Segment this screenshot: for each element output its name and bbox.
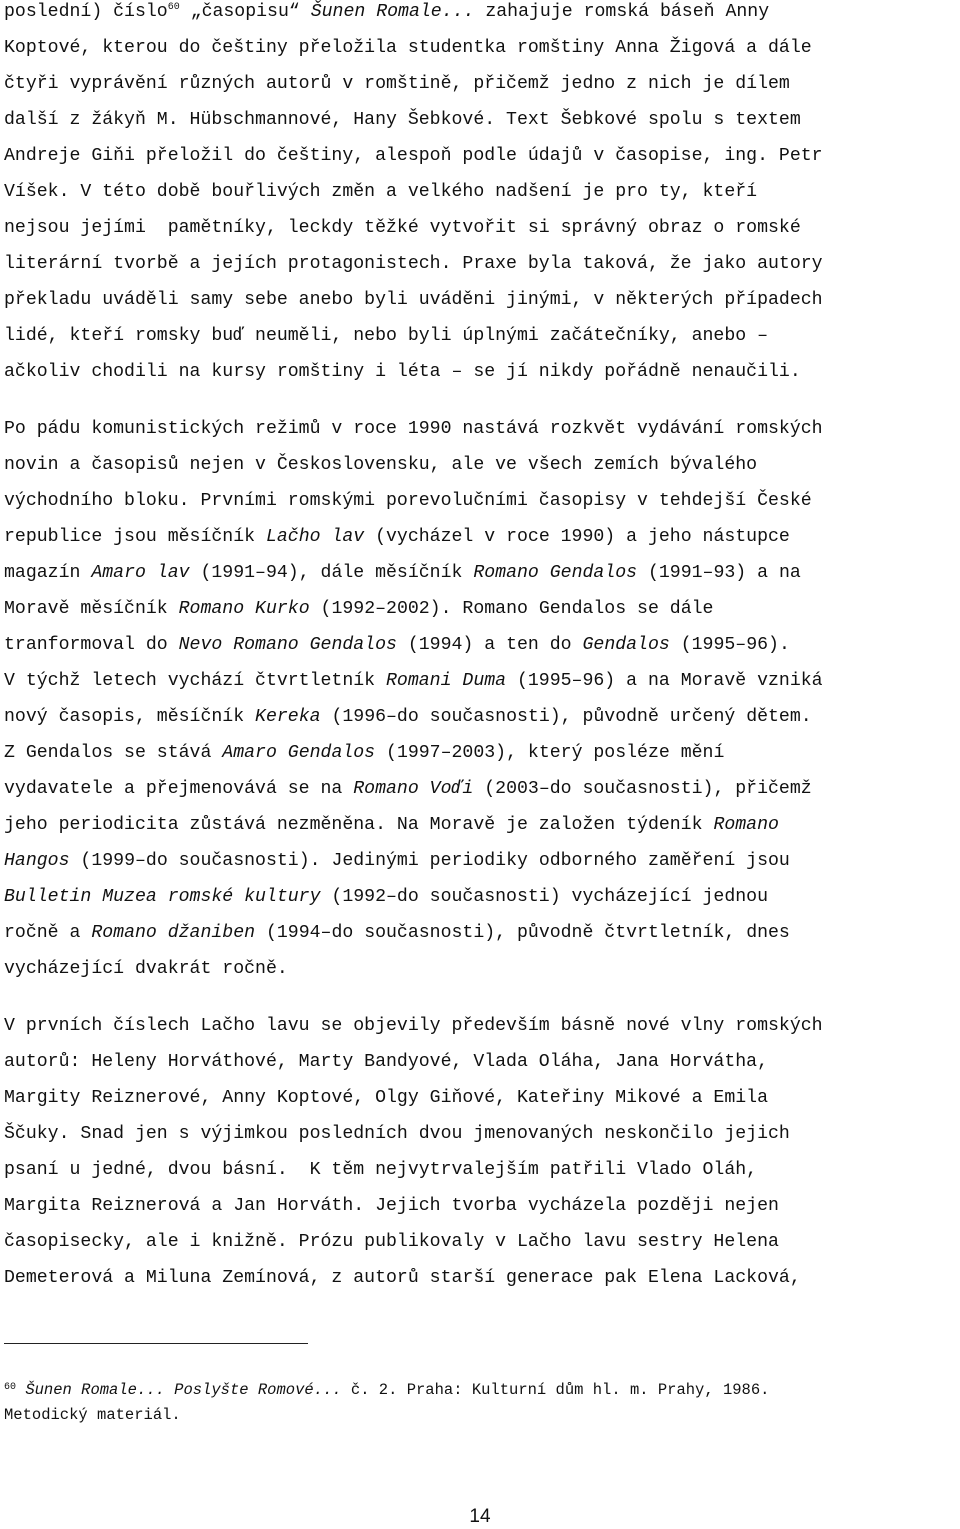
text-line: časopisecky, ale i knižně. Prózu publikovaly v Lačho lavu sestry Helena (4, 1232, 779, 1252)
text-line: magazín Amaro lav (1991–94), dále měsíčník Romano Gendalos (1991–93) a na (4, 563, 801, 583)
text-line: jeho periodicita zůstává nezměněna. Na Moravě je založen týdeník Romano (4, 815, 779, 835)
text-line: Bulletin Muzea romské kultury (1992–do současnosti) vycházející jednou (4, 887, 769, 907)
document-page (4, 0, 958, 1296)
footnote-separator (4, 1343, 308, 1344)
paragraph-2 (4, 411, 958, 987)
paragraph-1 (4, 0, 958, 390)
text-line: vydavatele a přejmenovává se na Romano Voďi (2003–do současnosti), přičemž (4, 779, 812, 799)
text-line: ročně a Romano džaniben (1994–do současnosti), původně čtvrtletník, dnes (4, 923, 790, 943)
text-line: Andreje Giňi přeložil do češtiny, alespoň podle údajů v časopise, ing. Petr (4, 146, 823, 166)
text-line: V týchž letech vychází čtvrtletník Romani Duma (1995–96) a na Moravě vzniká (4, 671, 823, 691)
text-line: Víšek. V této době bouřlivých změn a velkého nadšení je pro ty, kteří (4, 182, 758, 202)
text-line: ačkoliv chodili na kursy romštiny i léta – se jí nikdy pořádně nenaučili. (4, 362, 801, 382)
footnote-reference[interactable]: 60 (167, 2, 180, 13)
footnote-number: 60 (4, 1382, 17, 1393)
text-line: nový časopis, měsíčník Kereka (1996–do současnosti), původně určený dětem. (4, 707, 812, 727)
text-line: autorů: Heleny Horváthové, Marty Bandyové, Vlada Oláha, Jana Horvátha, (4, 1052, 768, 1072)
text-line: psaní u jedné, dvou básní. K těm nejvytrvalejším patřili Vlado Oláh, (4, 1160, 758, 1180)
paragraph-3 (4, 1008, 958, 1296)
text-line: republice jsou měsíčník Lačho lav (vycházel v roce 1990) a jeho nástupce (4, 527, 790, 547)
text-line: vycházející dvakrát ročně. (4, 959, 288, 979)
footnote-line-2: Metodický materiál. (4, 1406, 181, 1424)
footnote-citation: č. 2. Praha: Kulturní dům hl. m. Prahy, 1986. (341, 1381, 770, 1399)
text-line: Margita Reiznerová a Jan Horváth. Jejich tvorba vycházela později nejen (4, 1196, 779, 1216)
text-line: Po pádu komunistických režimů v roce 1990 nastává rozkvět vydávání romských (4, 419, 823, 439)
text-line: nejsou jejími pamětníky, leckdy těžké vytvořit si správný obraz o romské (4, 218, 801, 238)
text-line: Moravě měsíčník Romano Kurko (1992–2002). Romano Gendalos se dále (4, 599, 714, 619)
text-line: literární tvorbě a jejích protagonistech. Praxe byla taková, že jako autory (4, 254, 823, 274)
text-line: Ščuky. Snad jen s výjimkou posledních dvou jmenovaných neskončilo jejich (4, 1124, 790, 1144)
text-line: poslední) číslo$^{60}$ „časopisu“ Šunen Romale... zahajuje romská báseň Anny (4, 2, 770, 22)
text-line: Koptové, kterou do češtiny přeložila studentka romštiny Anna Žigová a dále (4, 38, 812, 58)
text-line: Z Gendalos se stává Amaro Gendalos (1997–2003), který posléze mění (4, 743, 725, 763)
text-line: lidé, kteří romsky buď neuměli, nebo byli úplnými začátečníky, anebo – (4, 326, 768, 346)
text-line: tranformoval do Nevo Romano Gendalos (1994) a ten do Gendalos (1995–96). (4, 635, 790, 655)
text-line: Margity Reiznerové, Anny Koptové, Olgy Giňové, Kateřiny Mikové a Emila (4, 1088, 768, 1108)
footnote-title: Šunen Romale... Poslyšte Romové... (25, 1381, 342, 1399)
text-line: další z žákyň M. Hübschmannové, Hany Šebkové. Text Šebkové spolu s textem (4, 110, 801, 130)
text-line: V prvních číslech Lačho lavu se objevily především básně nové vlny romských (4, 1016, 823, 1036)
text-line: čtyři vyprávění různých autorů v romštině, přičemž jedno z nich je dílem (4, 74, 790, 94)
text-line: východního bloku. Prvními romskými porevolučními časopisy v tehdejší České (4, 491, 812, 511)
text-line: novin a časopisů nejen v Československu, ale ve všech zemích bývalého (4, 455, 758, 475)
footnote (4, 1378, 954, 1428)
text-line: Hangos (1999–do současnosti). Jedinými periodiky odborného zaměření jsou (4, 851, 790, 871)
text-line: překladu uváděli samy sebe anebo byli uváděni jinými, v některých případech (4, 290, 823, 310)
text-line: Demeterová a Miluna Zemínová, z autorů starší generace pak Elena Lacková, (4, 1268, 801, 1288)
page-number: 14 (469, 1506, 491, 1527)
